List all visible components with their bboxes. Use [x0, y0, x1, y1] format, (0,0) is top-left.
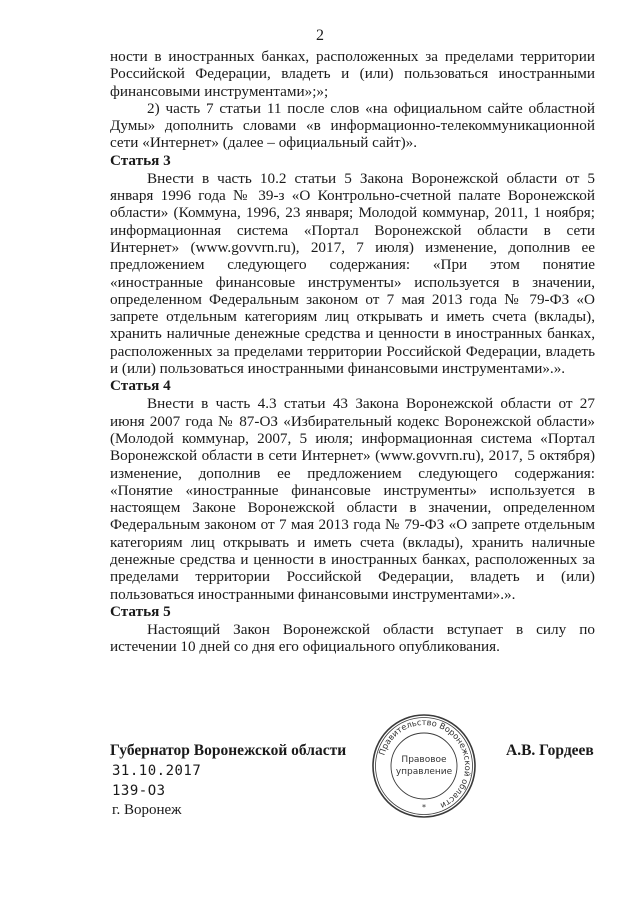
stamp-star-icon: * — [422, 803, 426, 812]
document-body — [110, 48, 595, 656]
article-5-heading: Статья 5 — [110, 602, 171, 620]
signatory-title: Губернатор Воронежской области — [110, 742, 347, 759]
article-5-text: Настоящий Закон Воронежской области вступает в силу по истечении 10 дней со дня его официального опубликования. — [110, 620, 595, 656]
stamp-outer-text: Правительство Воронежской области — [376, 716, 474, 812]
law-date: 31.10.2017 — [112, 763, 202, 779]
official-stamp-icon — [370, 712, 478, 820]
law-number: 139-ОЗ — [112, 783, 166, 799]
signatory-name: А.В. Гордеев — [506, 742, 594, 759]
city-name: г. Воронеж — [112, 802, 182, 818]
paragraph-continuation: ности в иностранных банках, расположенных за пределами территории Российской Федерации, владеть и (или) пользоваться иностранными финансовыми инструментами»;»; — [110, 48, 595, 100]
page-number: 2 — [316, 27, 324, 44]
stamp-inner-line-1: Правовое — [401, 755, 447, 765]
article-4-text: Внести в часть 4.3 статьи 43 Закона Воронежской области от 27 июня 2007 года № 87-ОЗ «Избирательный кодекс Воронежской области» (Молодой коммунар, 2007, 5 июля; информационная система «Портал Воронежской области в сети Интернет» (www.govvrn.ru), 2017, 5 октября) изменение, дополнив ее предложением следующего содержания: «Понятие «иностранные финансовые инструменты» используется в настоящем Законе Воронежской области в значении, определенном Федеральным законом от 7 мая 2013 года № 79-ФЗ «О запрете отдельным категориям лиц открывать и иметь счета (вклады), хранить наличные денежные средства и ценности в иностранных банках, расположенных за пределами территории Российской Федерации, владеть и (или) пользоваться иностранными финансовыми инструментами».». — [110, 395, 595, 603]
stamp-inner-line-2: управление — [395, 767, 453, 777]
article-3-text: Внести в часть 10.2 статьи 5 Закона Воронежской области от 5 января 1996 года № 39-з «О Контрольно-счетной палате Воронежской области» (Коммуна, 1996, 23 января; Молодой коммунар, 2011, 1 ноября; информационная система «Портал Воронежской области в сети Интернет» (www.govvrn.ru), 2017, 7 июля) изменение, дополнив ее предложением следующего содержания: «При этом понятие «иностранные финансовые инструменты» используется в значении, определенном Федеральным законом от 7 мая 2013 года № 79-ФЗ «О запрете отдельным категориям лиц открывать и иметь счета (вклады), хранить наличные денежные средства и ценности в иностранных банках, расположенных за пределами территории Российской Федерации, владеть и (или) пользоваться иностранными финансовыми инструментами».». — [110, 169, 595, 378]
paragraph-item-2: 2) часть 7 статьи 11 после слов «на официальном сайте областной Думы» дополнить словами «в информационно-телекоммуникационной сети «Интернет» (далее – официальный сайт)». — [110, 99, 595, 152]
article-3-heading: Статья 3 — [110, 151, 171, 169]
article-4-heading: Статья 4 — [110, 377, 171, 395]
